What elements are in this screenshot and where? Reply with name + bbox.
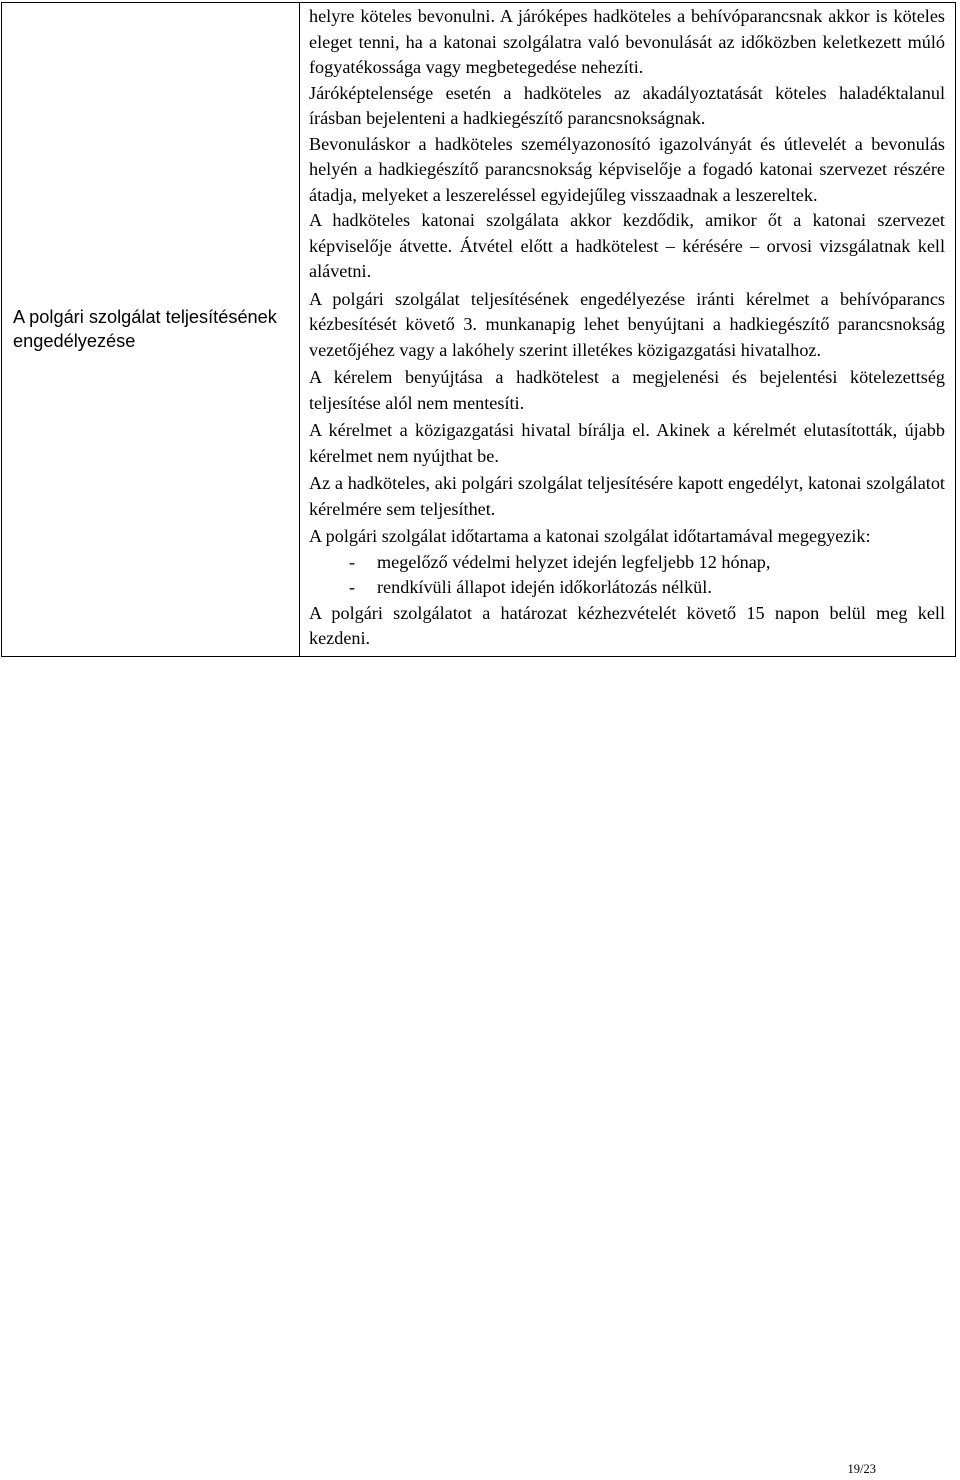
page-number: 19/23 — [847, 1462, 876, 1476]
paragraph-idotartam: A polgári szolgálat időtartama a katonai szolgálat időtartamával megegyezik: — [309, 526, 871, 546]
content-cell — [300, 3, 956, 657]
table-row — [2, 3, 956, 657]
paragraph-kerelem-elbiralasa: A kérelmet a közigazgatási hivatal bírálja el. Akinek a kérelmét elutasították, újabb kérelmet nem nyújthat be. — [309, 420, 945, 466]
list-dash: - — [349, 577, 356, 597]
list-dash: - — [349, 551, 356, 572]
paragraph-bevonulaskor: Bevonuláskor a hadköteles személyazonosító igazolványát és útlevelét a bevonulás helyén a hadkiegészítő parancsnokság képviselője a fogadó katonai szervezet részére átadja, melyeket a leszereléssel egyidejűleg visszaadnak a leszereltek. — [309, 133, 945, 205]
paragraph-szolgalat-kezdete: A hadköteles katonai szolgálata akkor kezdődik, amikor őt a katonai szervezet képviselője átvette. Átvétel előtt a hadkötelest – kérésére – orvosi vizsgálatnak kell alávetni. — [309, 210, 945, 281]
paragraph-kerelem-benyujtasa: A polgári szolgálat teljesítésének engedélyezése iránti kérelmet a behívóparancs kézbesítését követő 3. munkanapig lehet benyújtani a hadkiegészítő parancsnokság vezetőjéhez vagy a lakóhely szerint illetékes közigazgatási hivatalhoz. — [309, 288, 945, 360]
paragraph-jaroképtelenseg: Járóképtelensége esetén a hadköteles az akadályoztatását köteles haladéktalanul írásban bejelenteni a hadkiegészítő parancsnokságnak. — [309, 82, 945, 128]
row-label: A polgári szolgálat teljesítésének engedélyezése — [13, 307, 277, 352]
paragraph-kerelem-hatasa: A kérelem benyújtása a hadkötelest a megjelenési és bejelentési kötelezettség teljesítése alól nem mentesíti. — [309, 367, 945, 413]
paragraph-bevonulas: helyre köteles bevonulni. A járóképes hadköteles a behívóparancsnak akkor is köteles eleget tenni, ha a katonai szolgálatra való bevonulását az időközben keletkezett múló fogyatékossága vagy megbetegedése nehezíti. — [309, 6, 945, 77]
list-item-text: megelőző védelmi helyzet idején legfeljebb 12 hónap, — [377, 551, 771, 572]
list-item — [349, 550, 945, 576]
list-item — [349, 575, 945, 601]
paragraph-engedely-kovetkezmenye: Az a hadköteles, aki polgári szolgálat teljesítésére kapott engedélyt, katonai szolgálatot kérelmére sem teljesíthet. — [309, 473, 945, 519]
label-cell — [2, 3, 300, 657]
list-item-text: rendkívüli állapot idején időkorlátozás nélkül. — [377, 577, 712, 597]
document-table — [1, 2, 956, 657]
duration-list — [309, 550, 945, 601]
paragraph-kezdes-hatarideje: A polgári szolgálatot a határozat kézhezvételét követő 15 napon belül meg kell kezdeni. — [309, 602, 945, 648]
